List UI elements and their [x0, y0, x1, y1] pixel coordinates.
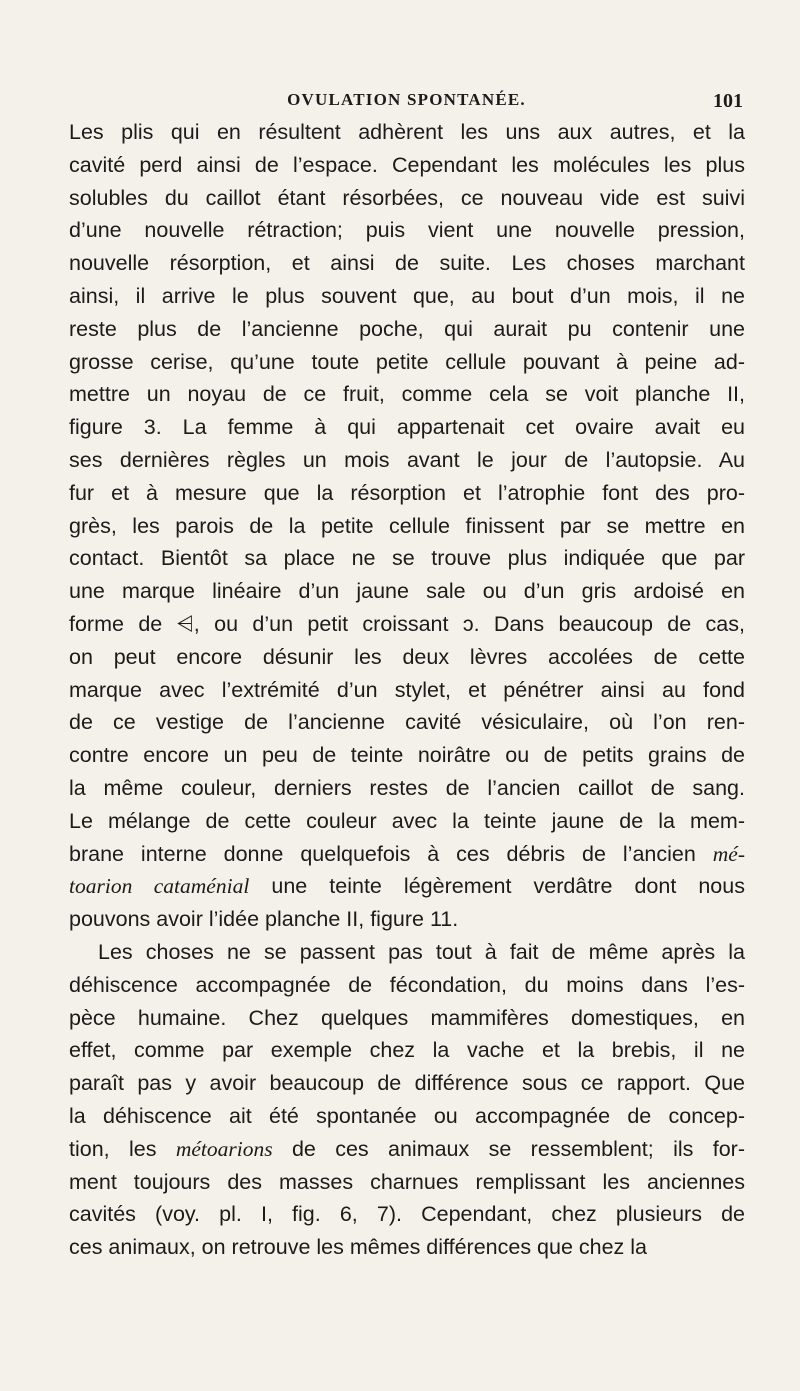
line-text: nouvelle résorption, et ainsi de suite. Les choses marchant — [69, 251, 745, 276]
line-text: paraît pas y avoir beaucoup de différence sous ce rapport. Que — [69, 1071, 745, 1096]
text-line — [69, 575, 745, 608]
italic-term: toarion cataménial — [69, 874, 250, 899]
line-text: brane interne donne quelquefois à ces débris de l’ancien — [69, 841, 696, 866]
text-line — [69, 838, 745, 871]
line-text: solubles du caillot étant résorbées, ce nouveau vide est suivi — [69, 185, 745, 210]
line-text: Les choses ne se passent pas tout à fait de même après la — [98, 939, 745, 964]
line-text: une marque linéaire d’un jaune sale ou d’un gris ardoisé en — [69, 579, 745, 604]
line-text: fur et à mesure que la résorption et l’atrophie font des pro- — [69, 480, 745, 505]
line-text: effet, comme par exemple chez la vache et la brebis, il ne — [69, 1038, 745, 1063]
line-text: ainsi, il arrive le plus souvent que, au bout d’un mois, il ne — [69, 283, 745, 308]
text-line — [69, 805, 745, 838]
text-line — [69, 870, 745, 903]
text-line — [69, 1034, 745, 1067]
line-text: grosse cerise, qu’une toute petite cellule pouvant à peine ad- — [69, 349, 745, 374]
text-line — [69, 280, 745, 313]
line-text: forme de ⩤, ou d’un petit croissant ↄ. Dans beaucoup de cas, — [69, 611, 745, 636]
line-text: contact. Bientôt sa place ne se trouve plus indiquée que par — [69, 546, 745, 571]
line-text: cavité perd ainsi de l’espace. Cependant les molécules les plus — [69, 152, 745, 177]
line-text: ment toujours des masses charnues remplissant les anciennes — [69, 1169, 745, 1194]
text-line — [69, 1133, 745, 1166]
text-line — [69, 214, 745, 247]
italic-term: mé- — [712, 841, 745, 866]
text-line — [69, 477, 745, 510]
text-line — [69, 1100, 745, 1133]
line-text: reste plus de l’ancienne poche, qui aurait pu contenir une — [69, 316, 745, 341]
line-text: on peut encore désunir les deux lèvres accolées de cette — [69, 644, 745, 669]
line-text: cavités (voy. pl. I, fig. 6, 7). Cependant, chez plusieurs de — [69, 1202, 745, 1227]
line-text: marque avec l’extrémité d’un stylet, et pénétrer ainsi au fond — [69, 677, 745, 702]
running-title: OVULATION SPONTANÉE. — [287, 90, 526, 109]
line-text: déhiscence accompagnée de fécondation, du moins dans l’es- — [69, 972, 745, 997]
text-line — [69, 444, 745, 477]
text-line — [69, 1002, 745, 1035]
page-number: 101 — [713, 90, 743, 112]
text-line — [69, 641, 745, 674]
line-text: ses dernières règles un mois avant le jour de l’autopsie. Au — [69, 447, 745, 472]
line-text: Les plis qui en résultent adhèrent les uns aux autres, et la — [69, 120, 745, 144]
text-line — [69, 182, 745, 215]
line-text: la déhiscence ait été spontanée ou accompagnée de concep- — [69, 1103, 745, 1128]
text-line — [69, 510, 745, 543]
text-line — [69, 936, 745, 969]
line-text: tion, les — [69, 1136, 157, 1161]
text-line — [69, 739, 745, 772]
line-text: grès, les parois de la petite cellule finissent par se mettre en — [69, 513, 745, 538]
text-line — [69, 1166, 745, 1199]
text-line — [69, 772, 745, 805]
text-line — [69, 1231, 745, 1264]
italic-term: métoarions — [175, 1136, 273, 1161]
text-line — [69, 149, 745, 182]
text-line — [69, 542, 745, 575]
line-text: d’une nouvelle rétraction; puis vient une nouvelle pression, — [69, 218, 745, 243]
text-line — [69, 313, 745, 346]
text-line — [69, 378, 745, 411]
text-line — [69, 969, 745, 1002]
line-text: ces animaux, on retrouve les mêmes différences que chez la — [69, 1235, 648, 1260]
text-line — [69, 116, 745, 149]
line-text: contre encore un peu de teinte noirâtre ou de petits grains de — [69, 743, 745, 768]
text-line — [69, 1067, 745, 1100]
text-line — [69, 346, 745, 379]
line-text: la même couleur, derniers restes de l’ancien caillot de sang. — [69, 775, 745, 800]
text-line — [69, 903, 745, 936]
text-line — [69, 411, 745, 444]
line-text: Le mélange de cette couleur avec la teinte jaune de la mem- — [69, 808, 745, 833]
text-line — [69, 247, 745, 280]
line-text: figure 3. La femme à qui appartenait cet ovaire avait eu — [69, 415, 745, 440]
text-line — [69, 608, 745, 641]
line-text: une teinte légèrement verdâtre dont nous — [271, 874, 745, 899]
text-line — [69, 1198, 745, 1231]
running-head — [70, 90, 743, 114]
text-line — [69, 674, 745, 707]
text-line — [69, 706, 745, 739]
line-text: mettre un noyau de ce fruit, comme cela se voit planche II, — [69, 382, 745, 407]
line-text: pouvons avoir l’idée planche II, figure 11. — [69, 907, 459, 932]
line-text: de ce vestige de l’ancienne cavité vésiculaire, où l’on ren- — [69, 710, 745, 735]
line-text: pèce humaine. Chez quelques mammifères domestiques, en — [69, 1005, 745, 1030]
body-text — [69, 116, 745, 1264]
line-text: de ces animaux se ressemblent; ils for- — [291, 1136, 745, 1161]
